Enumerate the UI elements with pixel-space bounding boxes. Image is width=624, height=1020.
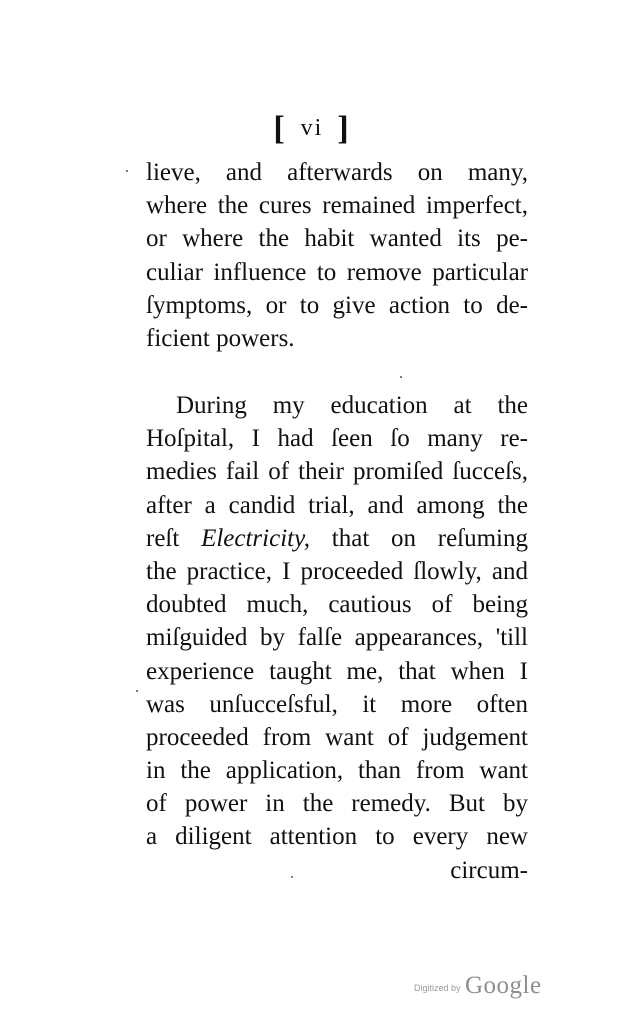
paper-speck: [136, 690, 138, 692]
page-number: vi: [300, 115, 324, 141]
text-line: culiar influence to remove particular: [146, 258, 528, 286]
catchword: circum-: [450, 856, 528, 884]
digitized-by-google-watermark: [414, 972, 542, 1002]
text-line: lieve, and afterwards on many,: [146, 159, 528, 186]
paragraph-1: [146, 156, 528, 355]
text-line: or where the habit wanted its pe-: [146, 225, 528, 253]
paragraph-2: [146, 389, 528, 887]
text-line: of power in the remedy. But by: [146, 790, 528, 818]
text-line: medies fail of their promiſed ſucceſs,: [146, 458, 528, 486]
text-line: ficient powers.: [146, 324, 295, 352]
text-line: the practice, I proceeded ſlowly, and: [146, 557, 528, 585]
text-line: Hoſpital, I had ſeen ſo many re-: [146, 425, 528, 453]
text-line-with-italic: [146, 522, 528, 555]
text-line: miſguided by falſe appearances, 'till: [146, 624, 528, 652]
close-bracket: ]: [337, 110, 351, 147]
text-line: in the application, than from want: [146, 757, 528, 785]
text-line: doubted much, cautious of being: [146, 591, 528, 619]
paper-speck: [291, 876, 293, 878]
text-line: where the cures remained imperfect,: [146, 192, 528, 220]
line-text-after: that on reſuming: [310, 524, 528, 552]
google-logo: Google: [464, 972, 542, 999]
paper-speck: [126, 170, 128, 172]
text-line: a diligent attention to every new: [146, 823, 528, 851]
open-bracket: [: [273, 110, 287, 147]
text-line: was unſucceſsful, it more often: [146, 690, 528, 718]
line-text-before: reſt: [146, 524, 202, 552]
text-line: During my education at the: [176, 392, 528, 419]
text-line: experience taught me, that when I: [146, 657, 528, 685]
page-header: [0, 108, 624, 150]
watermark-prefix: Digitized by: [414, 983, 461, 993]
text-line: after a candid trial, and among the: [146, 491, 528, 519]
text-line: proceeded from want of judgement: [146, 723, 528, 751]
text-line: ſymptoms, or to give action to de-: [146, 291, 528, 319]
italic-term: Electricity,: [201, 524, 311, 552]
paper-speck: [400, 376, 402, 378]
